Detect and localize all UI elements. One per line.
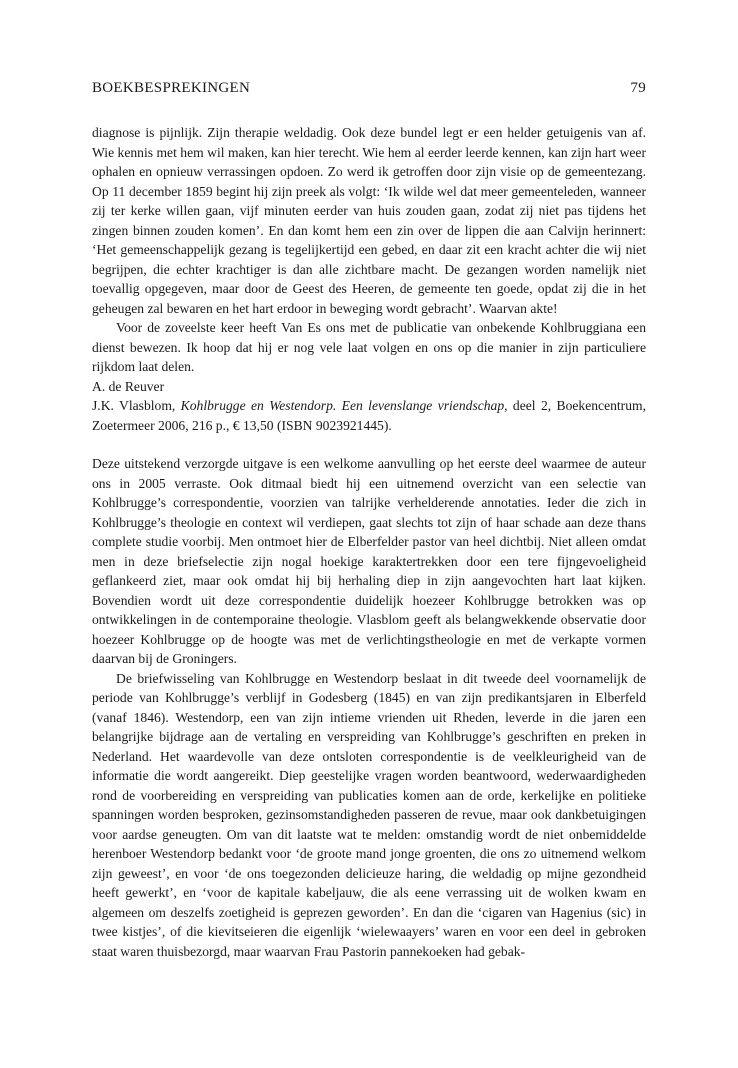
review2-paragraph-2: De briefwisseling van Kohlbrugge en Westendorp beslaat in dit tweede deel voornamelijk de periode van Kohlbrugge’s verblijf in Godesberg (1845) en van zijn predikantsjaren in Elberfeld (vanaf 1846). Westendorp, een van zijn intieme vrienden uit Rheden, leverde in die jaren een belangrijke bijdrage aan de vertaling en verspreiding van Kohlbrugge’s geschriften en preken in Nederland. Het waardevolle van deze ontsloten correspondentie is de veelkleurigheid van de informatie die wordt aangereikt. Diep geestelijke vragen worden beantwoord, wederwaardigheden rond de voorbereiding en verspreiding van publicaties komen aan de orde, kerkelijke en politieke spanningen worden besproken, gezinsomstandigheden passeren de revue, maar ook dankbetuigingen voor aardse geneugten. Om van dit laatste wat te melden: omstandig wordt de niet onbemiddelde herenboer Westendorp bedankt voor ‘de groote mand jonge groenten, die ons zo uitnemend welkom zijn geweest’, en voor ‘de ons toegezonden delicieuze haring, die weldadig op mijne gezondheid heeft gewerkt’, en ‘voor de kapitale kabeljauw, die als eene verrassing uit de wolken kwam en algemeen om deszelfs zoetigheid is geprezen geworden’. En dan die ‘cigaren van Hagenius (sic) in twee kistjes’, of die kievitseieren die eigenlijk ‘wielewaayers’ waren en voor een deel in gebroken staat waren thuisbezorgd, maar waarvan Frau Pastorin pannekoeken had gebak-	[92, 670, 646, 959]
review1-paragraph-1: diagnose is pijnlijk. Zijn therapie weldadig. Ook deze bundel legt er een helder getuigenis van af. Wie kennis met hem wil maken, kan hier terecht. Wie hem al eerder leerde kennen, kan zijn hart weer ophalen en opnieuw verrassingen opdoen. Zo werd ik getroffen door zijn visie op de gemeentezang. Op 11 december 1859 begint hij zijn preek als volgt: ‘Ik wilde wel dat meer gemeenteleden, wanneer zij ter kerke willen gaan, vijf minuten eerder van huis zouden gaan, zodat zij niet pas tijdens het zingen binnen zouden komen’. En dan komt hem een zin over de lippen die aan Calvijn herinnert: ‘Het gemeenschappelijk gezang is tegelijkertijd een gebed, en daar zit een kracht achter die wij niet begrijpen, die echter krachtiger is dan alle zichtbare macht. De gezangen worden namelijk niet toevallig opgegeven, maar door de Geest des Heeren, de gemeente ten goede, opdat zij die in het geheugen zal bewaren en het hart erdoor in beweging wordt gebracht’. Waarvan akte!	[92, 125, 646, 316]
page-body	[92, 123, 646, 961]
section-title: BOEKBESPREKINGEN	[92, 80, 251, 96]
biblio-author: J.K. Vlasblom,	[92, 398, 181, 413]
document-page	[92, 0, 646, 1068]
reviewer-signature: A. de Reuver	[92, 378, 165, 394]
review1-paragraph-2: Voor de zoveelste keer heeft Van Es ons met de publicatie van onbekende Kohlbruggiana een dienst bewezen. Ik hoop dat hij er nog vele laat volgen en ons op die manier in zijn particuliere rijkdom laat delen.	[92, 320, 646, 374]
bibliographic-entry	[92, 396, 646, 435]
biblio-title: Kohlbrugge en Westendorp. Een levenslange vriendschap	[180, 398, 505, 413]
biblio-details: , deel 2, Boekencentrum, Zoetermeer 2006, 216 p., € 13,50 (ISBN 9023921445).	[92, 398, 646, 433]
review2-paragraph-1: Deze uitstekend verzorgde uitgave is een welkome aanvulling op het eerste deel waarmee de auteur ons in 2005 verraste. Ook ditmaal biedt hij een uitnemend overzicht van een selectie van Kohlbrugge’s correspondentie, voorzien van talrijke verhelderende annotaties. Ieder die zich in Kohlbrugge’s theologie en context wil verdiepen, gaat slechts tot zijn of haar schade aan deze thans complete studie voorbij. Men ontmoet hier de Elberfelder pastor van heel dichtbij. Niet alleen omdat men in deze briefselectie zijn nogal hoekige karaktertrekken door een tere fijngevoeligheid geflankeerd ziet, maar ook omdat hij bij herhaling diep in zijn aangevochten hart laat kijken. Bovendien wordt uit deze correspondentie duidelijk hoezeer Kohlbrugge betrokken was op ontwikkelingen in de contemporaine theologie. Vlasblom geeft als belangwekkende observatie door hoezeer Kohlbrugge op de hoogte was met de verlichtingstheologie en met de verkapte vormen daarvan bij de Groningers.	[92, 456, 646, 666]
page-number: 79	[630, 80, 646, 96]
